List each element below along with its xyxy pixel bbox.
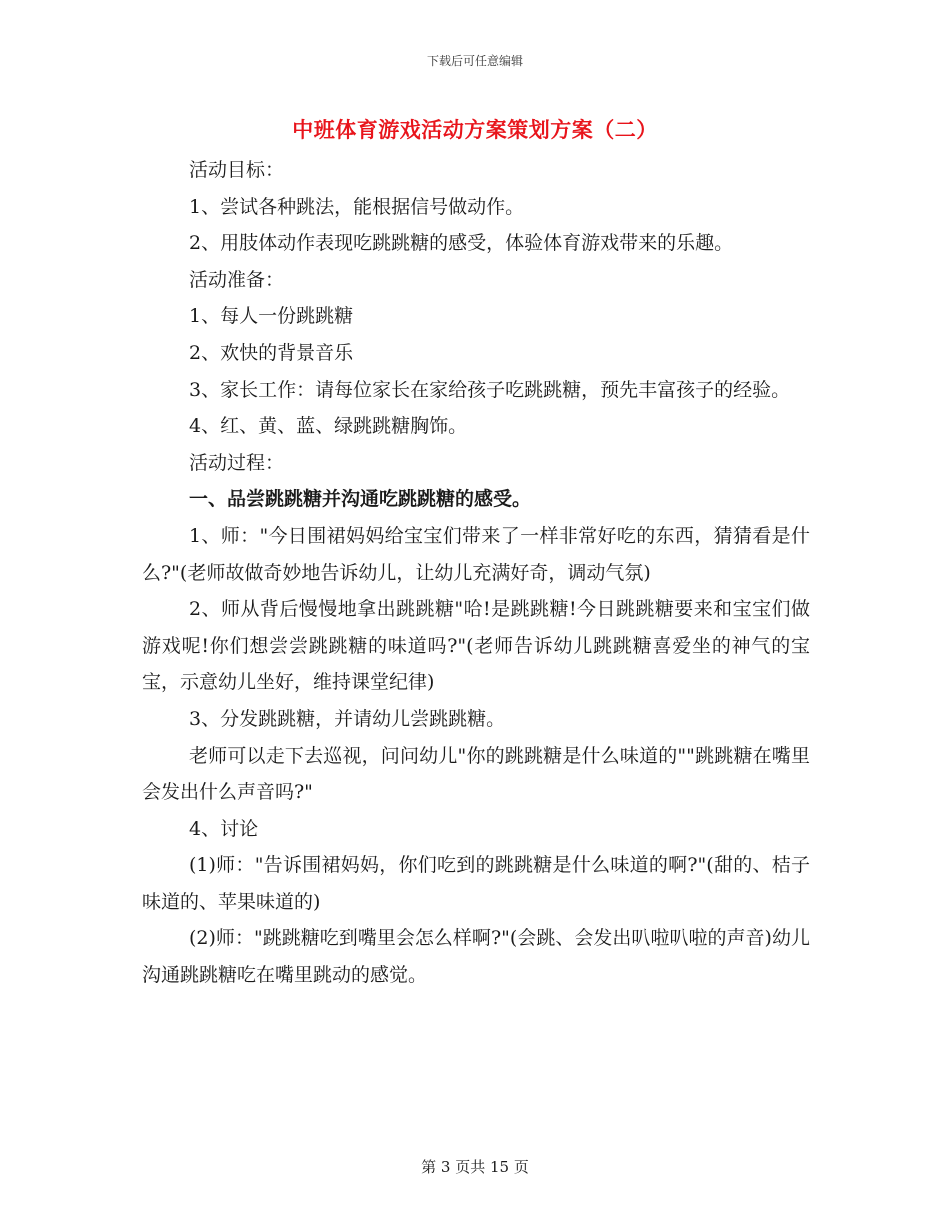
paragraph-process-heading: 活动过程： bbox=[189, 451, 285, 474]
paragraph-objective-1: 1、尝试各种跳法，能根据信号做动作。 bbox=[189, 195, 525, 218]
page-number: 第 3 页共 15 页 bbox=[421, 1158, 529, 1176]
section-heading-1: 一、品尝跳跳糖并沟通吃跳跳糖的感受。 bbox=[189, 488, 532, 511]
paragraph-objective-2: 2、用肢体动作表现吃跳跳糖的感受，体验体育游戏带来的乐趣。 bbox=[189, 232, 734, 255]
paragraph-teacher-note: 老师可以走下去巡视，问问幼儿"你的跳跳糖是什么味道的""跳跳糖在嘴里会发出什么声音吗?" bbox=[142, 744, 810, 804]
document-body bbox=[142, 152, 810, 994]
paragraph-preparation-1: 1、每人一份跳跳糖 bbox=[189, 305, 354, 328]
page-header-note: 下载后可任意编辑 bbox=[426, 54, 523, 68]
paragraph-step-1: 1、师："今日围裙妈妈给宝宝们带来了一样非常好吃的东西，猜猜看是什么?"(老师故做奇妙地告诉幼儿，让幼儿充满好奇，调动气氛) bbox=[142, 524, 810, 584]
paragraph-preparation-heading: 活动准备： bbox=[189, 268, 285, 291]
paragraph-discussion-1: (1)师："告诉围裙妈妈，你们吃到的跳跳糖是什么味道的啊?"(甜的、桔子味道的、苹果味道的) bbox=[142, 854, 810, 913]
paragraph-preparation-3: 3、家长工作：请每位家长在家给孩子吃跳跳糖，预先丰富孩子的经验。 bbox=[189, 378, 791, 401]
paragraph-preparation-2: 2、欢快的背景音乐 bbox=[189, 341, 354, 364]
paragraph-step-4: 4、讨论 bbox=[189, 817, 259, 840]
paragraph-step-2: 2、师从背后慢慢地拿出跳跳糖"哈!是跳跳糖!今日跳跳糖要来和宝宝们做游戏呢!你们想尝尝跳跳糖的味道吗?"(老师告诉幼儿跳跳糖喜爱坐的神气的宝宝，示意幼儿坐好，维持课堂纪律) bbox=[142, 598, 810, 694]
paragraph-objectives-heading: 活动目标： bbox=[189, 159, 285, 181]
document-title: 中班体育游戏活动方案策划方案（二） bbox=[292, 117, 658, 142]
paragraph-discussion-2: (2)师："跳跳糖吃到嘴里会怎么样啊?"(会跳、会发出叭啦叭啦的声音)幼儿沟通跳跳糖吃在嘴里跳动的感觉。 bbox=[142, 927, 810, 987]
paragraph-step-3: 3、分发跳跳糖，并请幼儿尝跳跳糖。 bbox=[189, 707, 506, 730]
paragraph-preparation-4: 4、红、黄、蓝、绿跳跳糖胸饰。 bbox=[189, 415, 468, 438]
